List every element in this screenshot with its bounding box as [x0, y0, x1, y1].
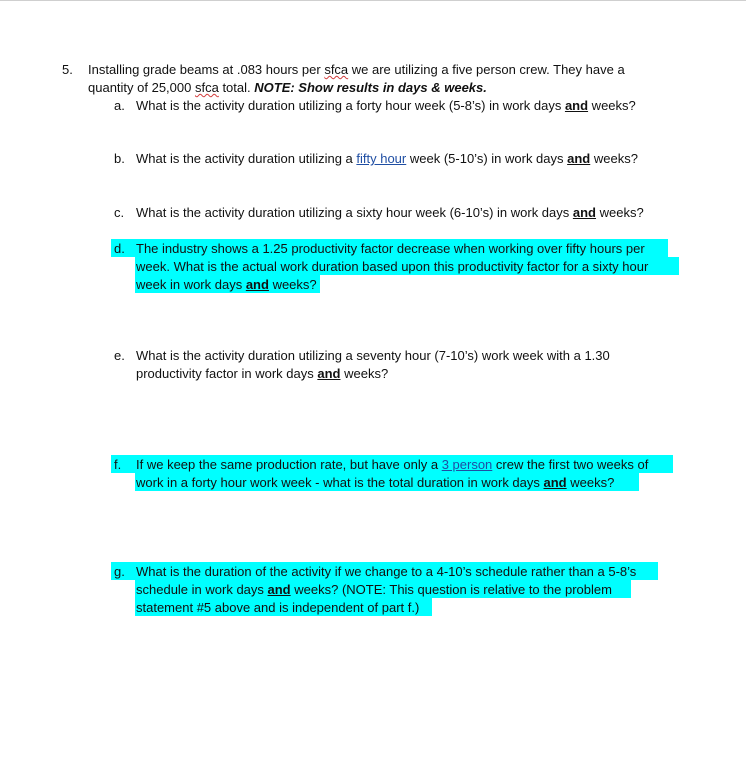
part-g-line-2	[136, 581, 612, 599]
emphasis-and: and	[543, 475, 567, 490]
part-e-line-2	[136, 365, 388, 383]
emphasis-and: and	[245, 277, 269, 292]
text: weeks?	[596, 205, 644, 220]
part-g-line-1: What is the duration of the activity if we change to a 4-10’s schedule rather than a 5-8’s	[136, 564, 637, 579]
page-top-border	[0, 0, 746, 1]
emphasis-and: and	[267, 582, 291, 597]
fifty-hour-link[interactable]: fifty hour	[356, 151, 407, 166]
part-label: e.	[114, 348, 125, 363]
text: If we keep the same production rate, but have only a	[136, 457, 442, 472]
note-text: NOTE: Show results in days & weeks.	[254, 80, 487, 95]
text: work in a forty hour work week - what is the total duration in work days	[136, 475, 544, 490]
part-label: g.	[114, 564, 125, 579]
part-f-line-2	[136, 474, 614, 492]
part-label: d.	[114, 241, 125, 256]
text: crew the first two weeks of	[492, 457, 649, 472]
part-d-line-3	[136, 276, 317, 294]
part-label: c.	[114, 205, 125, 220]
part-a-text	[136, 97, 636, 115]
part-f-line-1	[136, 456, 648, 474]
text: week in work days	[136, 277, 246, 292]
text: we are utilizing a five person crew. They have a	[348, 62, 625, 77]
part-d-line-2: week. What is the actual work duration based upon this productivity factor for a sixty hour	[136, 259, 649, 274]
emphasis-and: and	[317, 366, 341, 381]
text: weeks?	[268, 277, 317, 292]
sfca-term: sfca	[324, 62, 349, 77]
text: What is the activity duration utilizing a sixty hour week (6-10’s) in work days	[136, 205, 573, 220]
text: weeks? (NOTE: This question is relative to the problem	[290, 582, 612, 597]
text: total.	[218, 80, 255, 95]
text: weeks?	[340, 366, 389, 381]
part-e-line-1: What is the activity duration utilizing a seventy hour (7-10’s) work week with a 1.30	[136, 348, 610, 363]
part-b-text	[136, 150, 638, 168]
part-label: f.	[114, 457, 122, 472]
text: productivity factor in work days	[136, 366, 318, 381]
emphasis-and: and	[572, 205, 597, 220]
text: What is the activity duration utilizing a forty hour week (5-8’s) in work days	[136, 98, 565, 113]
part-label: a.	[114, 98, 125, 113]
text: schedule in work days	[136, 582, 268, 597]
text: week (5-10’s) in work days	[406, 151, 568, 166]
part-c-text	[136, 204, 644, 222]
emphasis-and: and	[564, 98, 589, 113]
three-person-link[interactable]: 3 person	[441, 457, 493, 472]
text: What is the activity duration utilizing a	[136, 151, 357, 166]
part-label: b.	[114, 151, 125, 166]
text: Installing grade beams at .083 hours per	[88, 62, 325, 77]
text: quantity of 25,000	[88, 80, 195, 95]
sfca-term: sfca	[194, 80, 219, 95]
text: weeks?	[566, 475, 615, 490]
text: weeks?	[590, 151, 638, 166]
text: weeks?	[588, 98, 636, 113]
question-number: 5.	[62, 62, 73, 77]
part-g-line-3: statement #5 above and is independent of part f.)	[136, 600, 420, 615]
part-d-line-1: The industry shows a 1.25 productivity factor decrease when working over fifty hours per	[136, 241, 645, 256]
question-line-2	[88, 79, 487, 97]
question-line-1	[88, 61, 625, 79]
emphasis-and: and	[567, 151, 591, 166]
